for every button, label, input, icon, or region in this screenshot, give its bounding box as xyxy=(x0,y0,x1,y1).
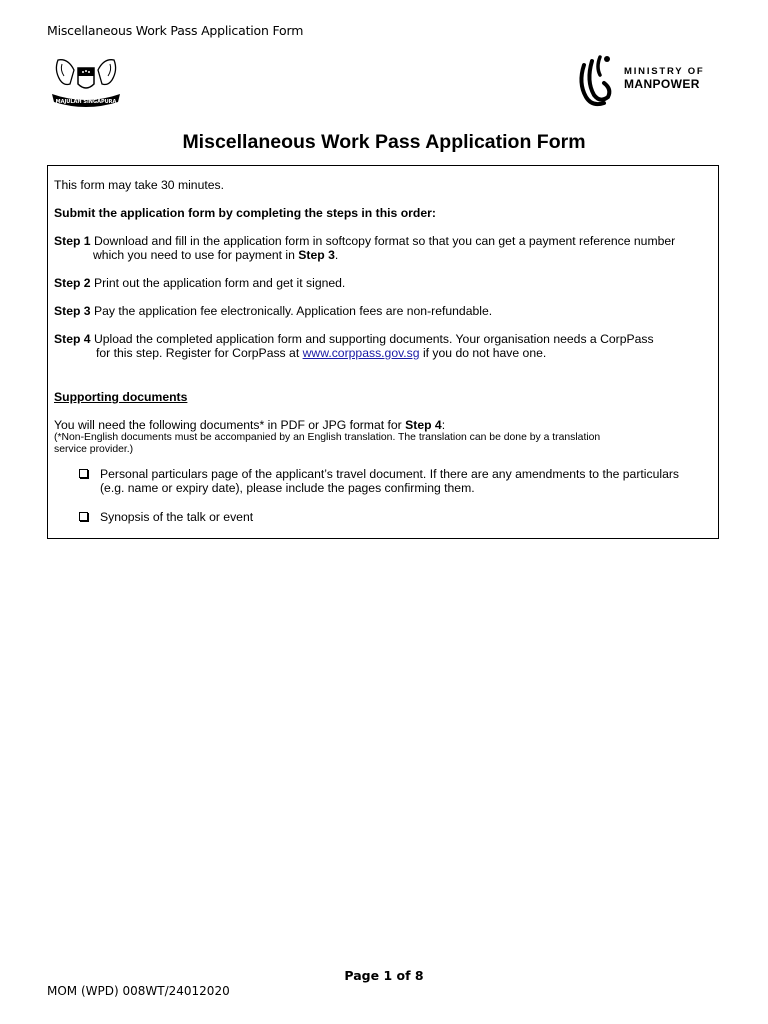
step-1-label: Step 1 xyxy=(54,234,91,248)
step-2-text: Print out the application form and get it signed. xyxy=(93,276,346,290)
step-1-end: . xyxy=(334,248,339,262)
singapore-crest-logo xyxy=(48,50,124,112)
doc-item-2-line1: Synopsis of the talk or event xyxy=(100,510,254,524)
step-1-text: Download and fill in the application form in softcopy format so that you can get a payment reference number xyxy=(93,234,676,248)
page-number: Page 1 of 8 xyxy=(344,968,424,983)
form-code: MOM (WPD) 008WT/24012020 xyxy=(47,984,230,998)
corppass-link[interactable]: www.corppass.gov.sg xyxy=(302,346,420,360)
step-1-line xyxy=(54,234,675,248)
step-4-line xyxy=(54,332,654,346)
running-header: Miscellaneous Work Pass Application Form xyxy=(47,23,304,38)
ministry-line1: MINISTRY OF xyxy=(624,66,705,77)
step-3-line xyxy=(54,304,492,318)
step-3-label: Step 3 xyxy=(54,304,91,318)
step-4-end: if you do not have one. xyxy=(419,346,547,360)
translation-note-line2: service provider.) xyxy=(54,444,134,455)
step-1-line2 xyxy=(93,248,338,262)
supporting-heading: Supporting documents xyxy=(54,390,188,404)
translation-note-line1: (*Non-English documents must be accompanied by an English translation. The translation can be done by a translation xyxy=(54,432,601,443)
step-4-line2 xyxy=(96,346,546,360)
ministry-of-manpower-logo xyxy=(574,53,724,113)
step-4-text: Upload the completed application form and supporting documents. Your organisation needs a CorpPass xyxy=(93,332,654,346)
doc-item-1-line1: Personal particulars page of the applicant’s travel document. If there are any amendments to the particulars xyxy=(100,467,680,481)
step-1-ref: Step 3 xyxy=(298,248,335,262)
step-1-text2: which you need to use for payment in xyxy=(93,248,299,262)
supporting-intro-end: : xyxy=(441,418,446,432)
supporting-intro xyxy=(54,418,445,432)
crest-motto: MAJULAH SINGAPURA xyxy=(55,99,117,105)
ministry-line2: MANPOWER xyxy=(624,77,700,91)
step-2-label: Step 2 xyxy=(54,276,91,290)
step-4-label: Step 4 xyxy=(54,332,91,346)
checkbox-icon xyxy=(79,469,88,478)
supporting-step-ref: Step 4 xyxy=(405,418,442,432)
step-4-text2: for this step. Register for CorpPass at xyxy=(96,346,303,360)
checkbox-icon xyxy=(79,512,88,521)
steps-heading: Submit the application form by completing the steps in this order: xyxy=(54,206,436,220)
page-title: Miscellaneous Work Pass Application Form xyxy=(182,131,586,153)
mom-mark-icon xyxy=(574,53,620,113)
doc-item-1-line2: (e.g. name or expiry date), please include the pages confirming them. xyxy=(100,481,475,495)
step-2-line xyxy=(54,276,345,290)
intro-text: This form may take 30 minutes. xyxy=(54,178,225,192)
supporting-intro-text: You will need the following documents* in PDF or JPG format for xyxy=(54,418,406,432)
instructions-box xyxy=(47,165,719,539)
step-3-text: Pay the application fee electronically. Application fees are non-refundable. xyxy=(93,304,493,318)
